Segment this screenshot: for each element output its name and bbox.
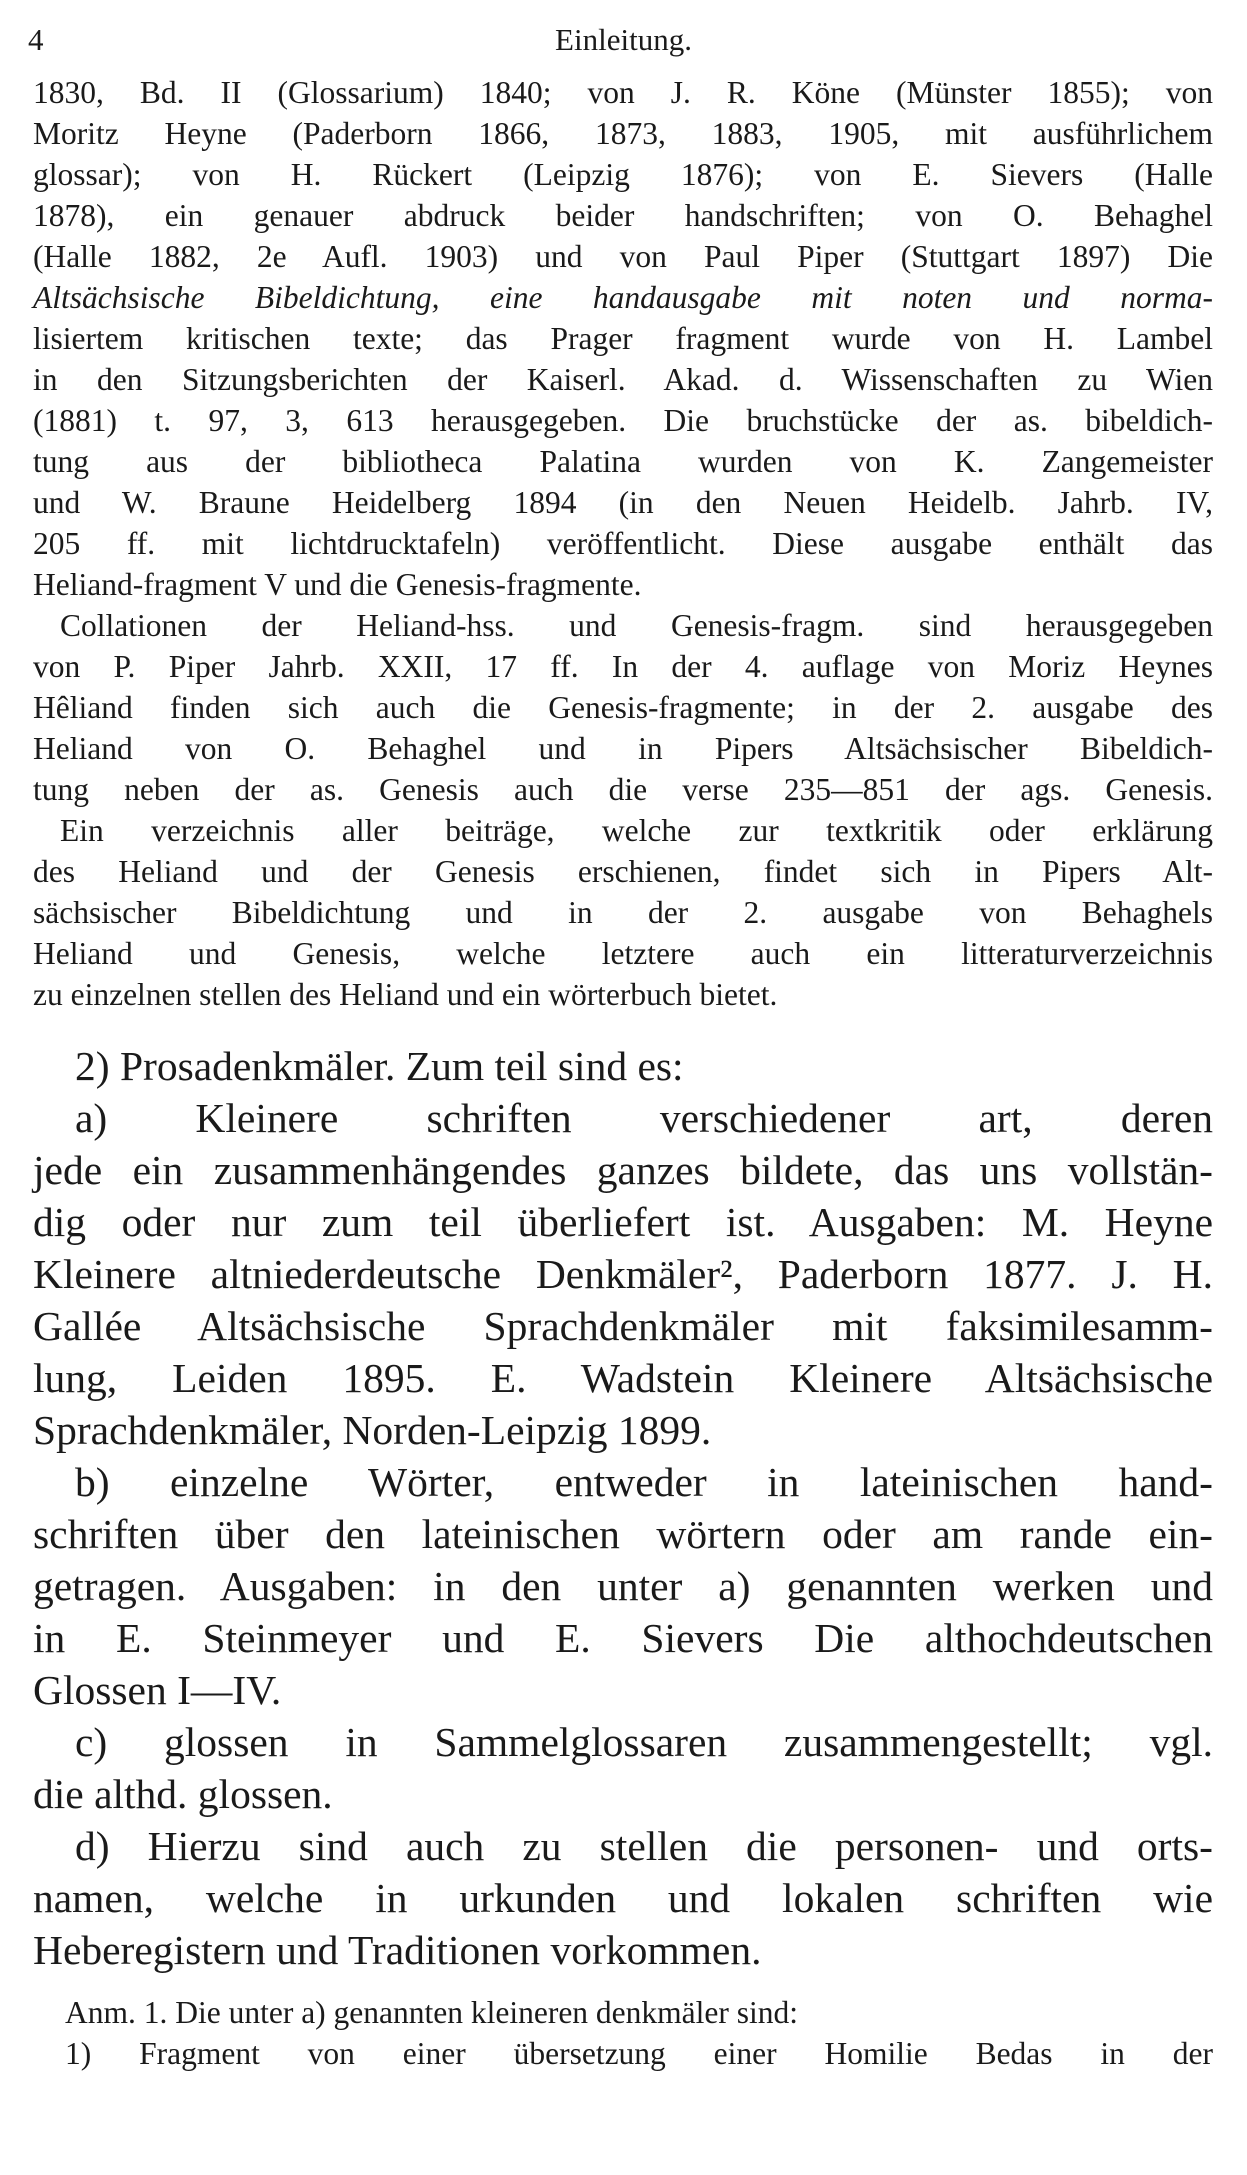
annotation-line: Anm. 1. Die unter a) genannten kleineren denkmäler sind: <box>65 1995 799 2030</box>
text-line: lung, Leiden 1895. E. Wadstein Kleinere Altsächsische <box>33 1355 1213 1401</box>
text-line: tung aus der bibliotheca Palatina wurden von K. Zangemeister <box>33 444 1213 479</box>
text-line: 205 ff. mit lichtdrucktafeln) veröffentlicht. Diese ausgabe enthält das <box>33 526 1213 561</box>
page-number: 4 <box>28 22 44 57</box>
text-line: sächsischer Bibeldichtung und in der 2. ausgabe von Behaghels <box>33 895 1213 930</box>
text-line: lisiertem kritischen texte; das Prager fragment wurde von H. Lambel <box>33 321 1213 356</box>
text-line: c) glossen in Sammelglossaren zusammengestellt; vgl. <box>75 1719 1213 1765</box>
text-line: jede ein zusammenhängendes ganzes bildete, das uns vollstän- <box>33 1147 1213 1193</box>
running-header <box>28 22 1219 62</box>
text-line: d) Hierzu sind auch zu stellen die personen- und orts- <box>75 1823 1213 1869</box>
text-line: schriften über den lateinischen wörtern oder am rande ein- <box>33 1511 1213 1557</box>
running-title: Einleitung. <box>555 22 692 57</box>
text-line: in den Sitzungsberichten der Kaiserl. Akad. d. Wissenschaften zu Wien <box>33 362 1213 397</box>
text-line: Collationen der Heliand-hss. und Genesis-fragm. sind herausgegeben <box>60 608 1213 643</box>
text-line: von P. Piper Jahrb. XXII, 17 ff. In der 4. auflage von Moriz Heynes <box>33 649 1213 684</box>
text-line: dig oder nur zum teil überliefert ist. Ausgaben: M. Heyne <box>33 1199 1213 1245</box>
text-line: Kleinere altniederdeutsche Denkmäler², Paderborn 1877. J. H. <box>33 1251 1213 1297</box>
text-line: Gallée Altsächsische Sprachdenkmäler mit faksimilesamm- <box>33 1303 1213 1349</box>
text-line: Heliand-fragment V und die Genesis-fragmente. <box>33 567 642 602</box>
text-line: die althd. glossen. <box>33 1771 333 1817</box>
text-line: Altsächsische Bibeldichtung, eine handausgabe mit noten und norma- <box>33 280 1213 315</box>
text-line: Ein verzeichnis aller beiträge, welche zur textkritik oder erklärung <box>60 813 1213 848</box>
annotation-line: 1) Fragment von einer übersetzung einer Homilie Bedas in der <box>65 2036 1213 2071</box>
text-line: getragen. Ausgaben: in den unter a) genannten werken und <box>33 1563 1213 1609</box>
text-line: Heberegistern und Traditionen vorkommen. <box>33 1927 762 1973</box>
text-line: Moritz Heyne (Paderborn 1866, 1873, 1883, 1905, mit ausführlichem <box>33 116 1213 151</box>
text-line: b) einzelne Wörter, entweder in lateinischen hand- <box>75 1459 1213 1505</box>
text-line: tung neben der as. Genesis auch die verse 235—851 der ags. Genesis. <box>33 772 1213 807</box>
text-line: glossar); von H. Rückert (Leipzig 1876); von E. Sievers (Halle <box>33 157 1213 192</box>
text-line: Heliand und Genesis, welche letztere auch ein litteraturverzeichnis <box>33 936 1213 971</box>
text-line: a) Kleinere schriften verschiedener art, deren <box>75 1095 1213 1141</box>
text-line: zu einzelnen stellen des Heliand und ein wörterbuch bietet. <box>33 977 778 1012</box>
text-line: des Heliand und der Genesis erschienen, findet sich in Pipers Alt- <box>33 854 1213 889</box>
text-line: 1830, Bd. II (Glossarium) 1840; von J. R. Köne (Münster 1855); von <box>33 75 1213 110</box>
text-line: namen, welche in urkunden und lokalen schriften wie <box>33 1875 1213 1921</box>
text-line: in E. Steinmeyer und E. Sievers Die althochdeutschen <box>33 1615 1213 1661</box>
text-line: (1881) t. 97, 3, 613 herausgegeben. Die bruchstücke der as. bibeldich- <box>33 403 1213 438</box>
text-line: 1878), ein genauer abdruck beider handschriften; von O. Behaghel <box>33 198 1213 233</box>
text-line: (Halle 1882, 2e Aufl. 1903) und von Paul Piper (Stuttgart 1897) Die <box>33 239 1213 274</box>
text-line: und W. Braune Heidelberg 1894 (in den Neuen Heidelb. Jahrb. IV, <box>33 485 1213 520</box>
section-heading: 2) Prosadenkmäler. Zum teil sind es: <box>75 1043 684 1089</box>
text-line: Sprachdenkmäler, Norden-Leipzig 1899. <box>33 1407 712 1453</box>
text-line: Hêliand finden sich auch die Genesis-fragmente; in der 2. ausgabe des <box>33 690 1213 725</box>
text-line: Heliand von O. Behaghel und in Pipers Altsächsischer Bibeldich- <box>33 731 1213 766</box>
text-line: Glossen I—IV. <box>33 1667 282 1713</box>
